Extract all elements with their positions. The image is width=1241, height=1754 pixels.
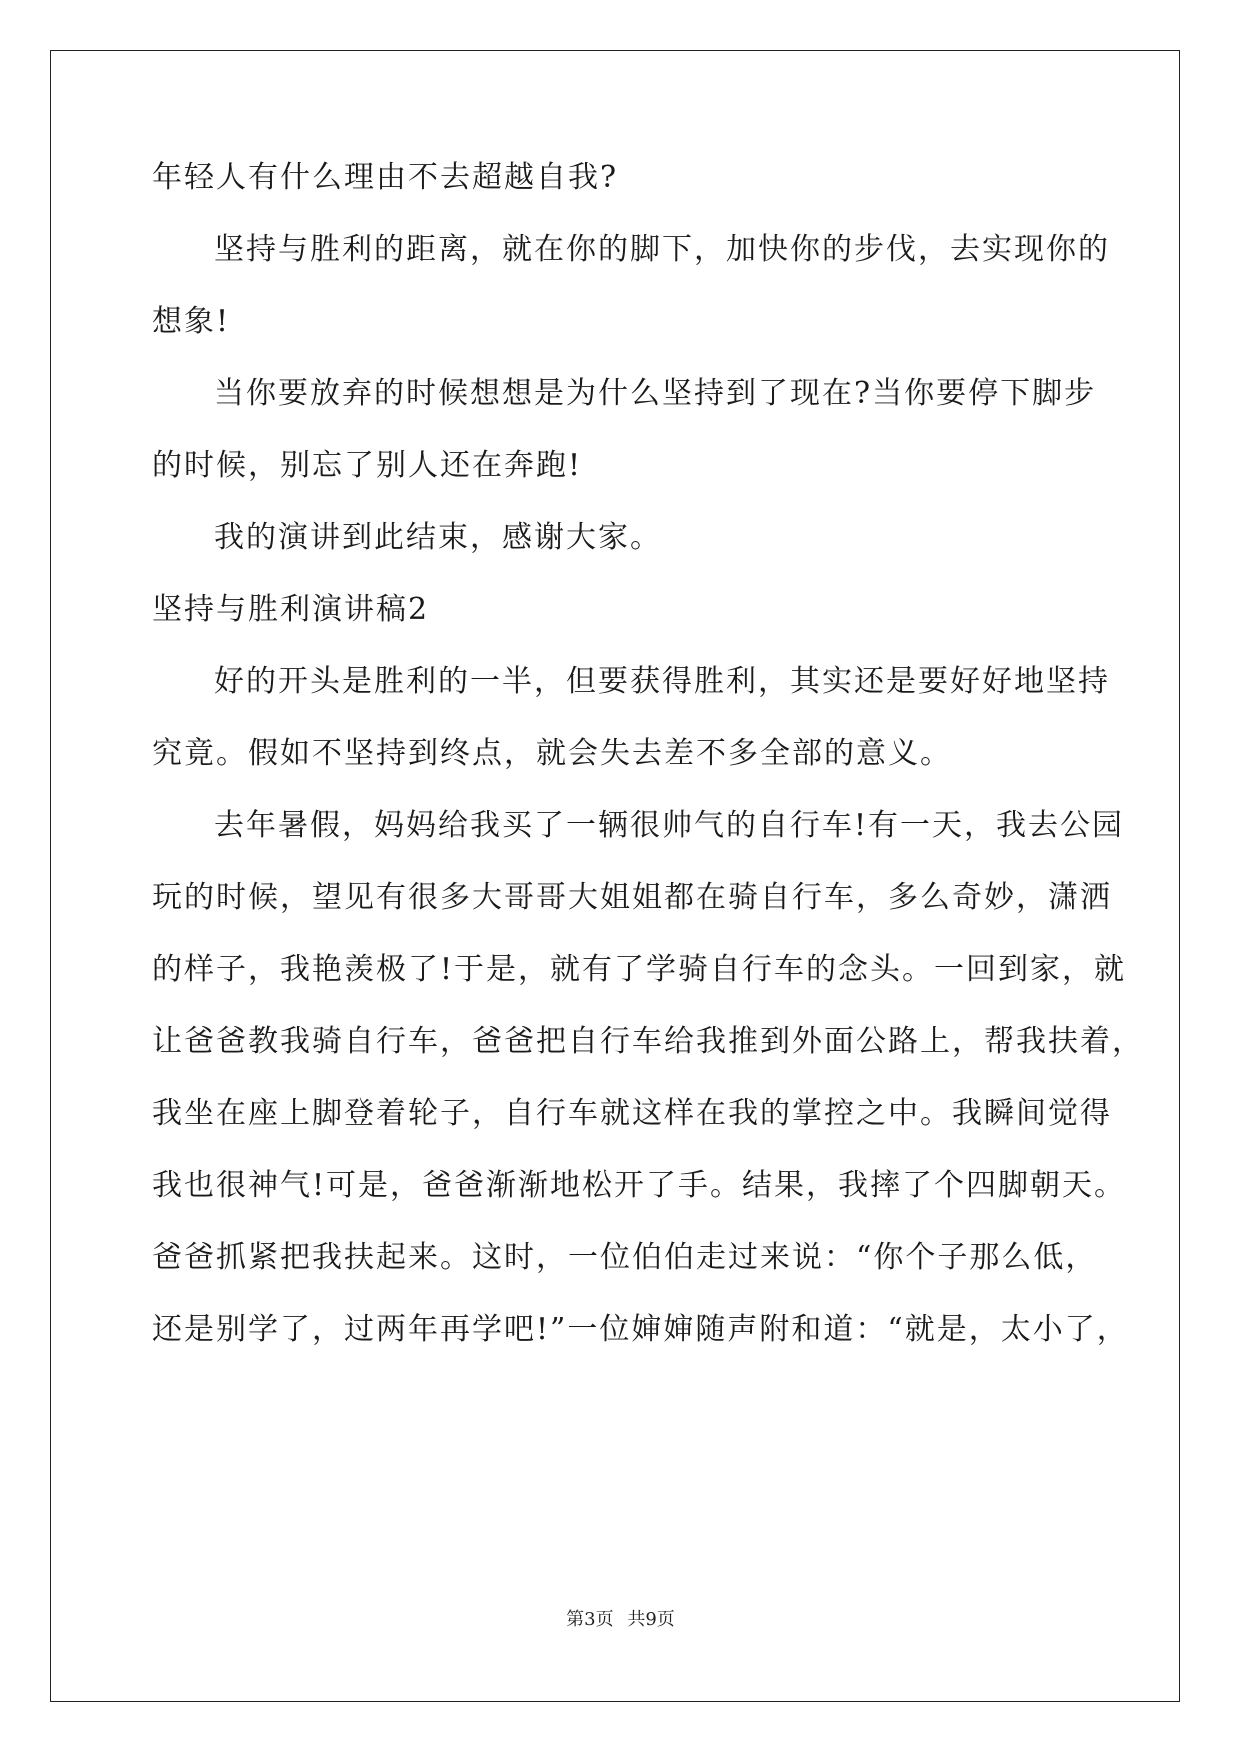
total-pages-label: 共9页 [627,1609,675,1630]
paragraph-line: 好的开头是胜利的一半，但要获得胜利，其实还是要好好地坚持 [214,664,1110,699]
paragraph-line: 去年暑假，妈妈给我买了一辆很帅气的自行车!有一天，我去公园 [214,808,1125,843]
text-line: 的时候，别忘了别人还在奔跑! [152,448,583,483]
page-frame [50,50,1180,1702]
paragraph-line: 我的演讲到此结束，感谢大家。 [214,520,662,555]
text-line: 爸爸抓紧把我扶起来。这时，一位伯伯走过来说：“你个子那么低， [152,1240,1098,1275]
text-line: 的样子，我艳羡极了!于是，就有了学骑自行车的念头。一回到家，就 [152,952,1127,987]
text-line: 玩的时候，望见有很多大哥哥大姐姐都在骑自行车，多么奇妙，潇洒 [152,880,1112,915]
current-page-label: 第3页 [566,1609,614,1630]
text-line: 想象! [152,304,231,339]
text-line: 年轻人有什么理由不去超越自我? [152,160,619,195]
text-line: 我坐在座上脚登着轮子，自行车就这样在我的掌控之中。我瞬间觉得 [152,1096,1112,1131]
section-title: 坚持与胜利演讲稿2 [152,592,430,627]
text-line: 究竟。假如不坚持到终点，就会失去差不多全部的意义。 [152,736,952,771]
paragraph-line: 坚持与胜利的距离，就在你的脚下，加快你的步伐，去实现你的 [214,232,1110,267]
text-line: 还是别学了，过两年再学吧!”一位婶婶随声附和道：“就是，太小了， [152,1312,1129,1347]
paragraph-line: 当你要放弃的时候想想是为什么坚持到了现在?当你要停下脚步 [214,376,1097,411]
page-footer [0,1608,1241,1632]
text-line: 我也很神气!可是，爸爸渐渐地松开了手。结果，我摔了个四脚朝天。 [152,1168,1127,1203]
text-line: 让爸爸教我骑自行车，爸爸把自行车给我推到外面公路上，帮我扶着， [152,1024,1144,1059]
